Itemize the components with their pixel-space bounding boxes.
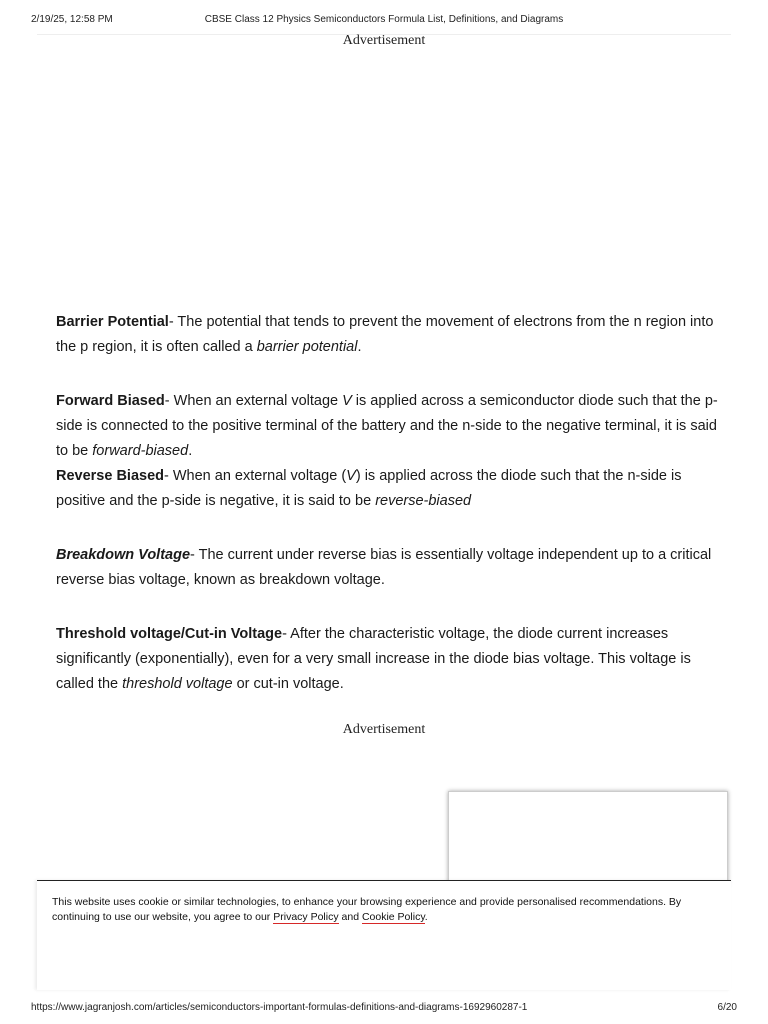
term-threshold-voltage: Threshold voltage/Cut-in Voltage [56,626,283,642]
advertisement-label-middle: Advertisement [342,722,426,737]
print-footer [31,1002,737,1016]
definition-forward-biased: Forward Biased- When an external voltage V is applied across a semiconductor diode such that the p-side is connected to the positive terminal of the battery and the n-side to the negative terminal, it is said to be forward-biased. [56,393,718,459]
cookie-banner [37,880,731,990]
advertisement-label-top: Advertisement [342,33,426,48]
privacy-policy-link[interactable]: Privacy Policy [273,911,339,923]
cookie-notice-text: This website uses cookie or similar technologies, to enhance your browsing experience and provide personalised recommendations. By continuing to use our website, you agree to our Privacy Policy and Cookie Policy. [52,896,682,923]
term-reverse-biased: Reverse Biased [56,468,165,484]
term-breakdown-voltage: Breakdown Voltage [56,547,191,563]
definition-breakdown-voltage: Breakdown Voltage- The current under reverse bias is essentially voltage independent up to a critical reverse bias voltage, known as breakdown voltage. [56,547,712,588]
print-header [31,14,737,28]
print-date: 2/19/25, 12:58 PM [31,14,113,25]
definition-barrier-potential: Barrier Potential- The potential that tends to prevent the movement of electrons from the n region into the p region, it is often called a barrier potential. [56,314,714,355]
print-url: https://www.jagranjosh.com/articles/semiconductors-important-formulas-definitions-and-diagrams-1692960287-1 [31,1002,528,1013]
term-forward-biased: Forward Biased [56,393,165,409]
cookie-policy-link[interactable]: Cookie Policy [361,911,425,923]
definition-reverse-biased: Reverse Biased- When an external voltage (V) is applied across the diode such that the n-side is positive and the p-side is negative, it is said to be reverse-biased [56,468,682,509]
print-title: CBSE Class 12 Physics Semiconductors Formula List, Definitions, and Diagrams [204,14,564,25]
page-number: 6/20 [717,1002,737,1013]
definition-threshold-voltage: Threshold voltage/Cut-in Voltage- After the characteristic voltage, the diode current increases significantly (exponentially), even for a very small increase in the diode bias voltage. This voltage is called the threshold voltage or cut-in voltage. [56,626,691,692]
term-barrier-potential: Barrier Potential [56,314,169,330]
article-content [56,310,718,697]
advertisement-box[interactable] [448,791,728,887]
